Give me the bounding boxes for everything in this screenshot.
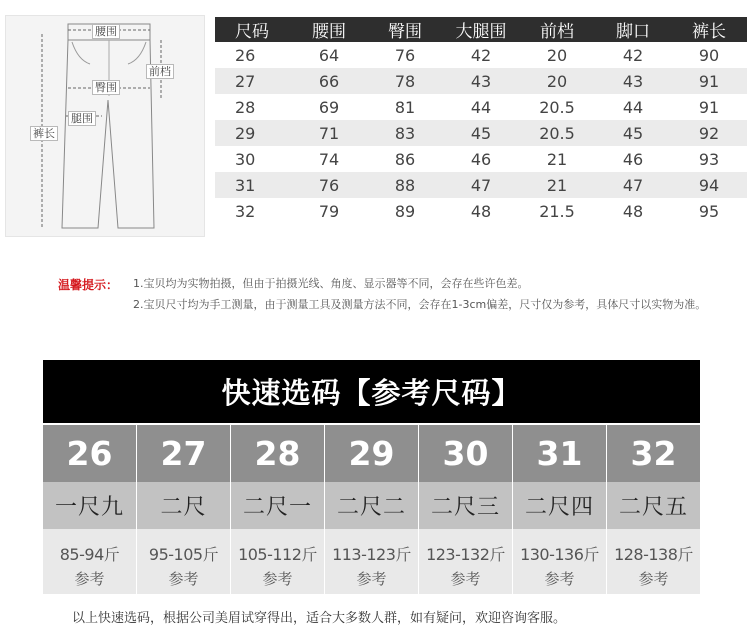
table-cell: 45 (595, 120, 671, 146)
table-cell: 47 (595, 172, 671, 198)
table-cell: 83 (367, 120, 443, 146)
table-cell: 93 (671, 146, 747, 172)
table-row (215, 146, 747, 172)
table-cell: 20 (519, 42, 595, 68)
table-cell: 48 (595, 198, 671, 224)
quick-select-weight-cell (325, 529, 418, 594)
quick-select-title: 快速选码【参考尺码】 (43, 360, 700, 423)
quick-select-chi: 一尺九 (43, 482, 136, 529)
quick-select-column-26 (43, 425, 136, 594)
table-cell: 76 (367, 42, 443, 68)
table-cell: 20 (519, 68, 595, 94)
table-cell: 32 (215, 198, 291, 224)
table-cell: 45 (443, 120, 519, 146)
tips-label: 温馨提示： (58, 278, 119, 292)
quick-select-column-27 (137, 425, 230, 594)
quick-select-size: 30 (419, 425, 512, 482)
table-cell: 94 (671, 172, 747, 198)
table-cell: 43 (443, 68, 519, 94)
table-row (215, 198, 747, 224)
table-cell: 20.5 (519, 120, 595, 146)
quick-select-weight: 113-123斤 (332, 545, 411, 564)
quick-select-weight: 128-138斤 (614, 545, 693, 564)
footer-note: 以上快速选码，根据公司美眉试穿得出，适合大多数人群，如有疑问，欢迎咨询客服。 (72, 611, 567, 626)
quick-select-ref: 参考 (168, 570, 199, 588)
quick-select-ref: 参考 (544, 570, 575, 588)
header-hip: 臀围 (367, 17, 443, 42)
table-cell: 43 (595, 68, 671, 94)
table-cell: 21 (519, 146, 595, 172)
header-front-rise: 前档 (519, 17, 595, 42)
table-cell: 46 (595, 146, 671, 172)
quick-select-chi: 二尺一 (231, 482, 324, 529)
quick-select-weight: 95-105斤 (148, 545, 219, 564)
quick-select-column-32 (607, 425, 700, 594)
quick-select-size: 31 (513, 425, 606, 482)
table-cell: 26 (215, 42, 291, 68)
quick-select-ref: 参考 (450, 570, 481, 588)
quick-select-size: 32 (607, 425, 700, 482)
header-leg-opening: 脚口 (595, 17, 671, 42)
quick-select-weight-cell (231, 529, 324, 594)
quick-select-size: 29 (325, 425, 418, 482)
quick-select-chi: 二尺 (137, 482, 230, 529)
tip-line-1: 1.宝贝均为实物拍摄，但由于拍摄光线、角度、显示器等不同，会存在些许色差。 (133, 277, 529, 290)
table-cell: 86 (367, 146, 443, 172)
size-table-header (215, 17, 747, 42)
quick-select-weight-cell (607, 529, 700, 594)
header-waist: 腰围 (291, 17, 367, 42)
table-cell: 44 (443, 94, 519, 120)
table-cell: 66 (291, 68, 367, 94)
table-cell: 31 (215, 172, 291, 198)
quick-select-weight-cell (419, 529, 512, 594)
table-cell: 64 (291, 42, 367, 68)
diagram-label-length: 裤长 (30, 126, 58, 141)
quick-select-chi: 二尺二 (325, 482, 418, 529)
table-cell: 42 (443, 42, 519, 68)
table-cell: 47 (443, 172, 519, 198)
quick-select-column-28 (231, 425, 324, 594)
table-row (215, 94, 747, 120)
header-size: 尺码 (215, 17, 291, 42)
table-cell: 79 (291, 198, 367, 224)
table-cell: 91 (671, 94, 747, 120)
quick-select-column-31 (513, 425, 606, 594)
quick-select-size: 28 (231, 425, 324, 482)
quick-select-weight-cell (137, 529, 230, 594)
quick-select-weight: 85-94斤 (59, 545, 120, 564)
table-cell: 46 (443, 146, 519, 172)
quick-select-column-30 (419, 425, 512, 594)
quick-select-weight: 105-112斤 (238, 545, 317, 564)
quick-select-column-29 (325, 425, 418, 594)
diagram-label-waist: 腰围 (92, 24, 120, 39)
quick-select-weight-cell (513, 529, 606, 594)
pants-diagram (5, 15, 205, 237)
table-cell: 69 (291, 94, 367, 120)
table-cell: 27 (215, 68, 291, 94)
table-cell: 81 (367, 94, 443, 120)
table-cell: 48 (443, 198, 519, 224)
quick-select-chi: 二尺三 (419, 482, 512, 529)
table-cell: 74 (291, 146, 367, 172)
quick-select-ref: 参考 (356, 570, 387, 588)
table-cell: 95 (671, 198, 747, 224)
table-cell: 76 (291, 172, 367, 198)
quick-select-ref: 参考 (638, 570, 669, 588)
quick-select-chi: 二尺四 (513, 482, 606, 529)
table-cell: 91 (671, 68, 747, 94)
quick-select-weight: 130-136斤 (520, 545, 599, 564)
header-length: 裤长 (671, 17, 747, 42)
table-cell: 71 (291, 120, 367, 146)
table-cell: 28 (215, 94, 291, 120)
table-cell: 90 (671, 42, 747, 68)
table-cell: 29 (215, 120, 291, 146)
diagram-label-front-rise: 前档 (146, 64, 174, 79)
table-cell: 88 (367, 172, 443, 198)
table-cell: 78 (367, 68, 443, 94)
quick-select-size: 27 (137, 425, 230, 482)
table-row (215, 120, 747, 146)
table-cell: 44 (595, 94, 671, 120)
diagram-label-thigh: 腿围 (68, 111, 96, 126)
quick-select-weight-cell (43, 529, 136, 594)
header-thigh: 大腿围 (443, 17, 519, 42)
table-cell: 89 (367, 198, 443, 224)
quick-select-ref: 参考 (74, 570, 105, 588)
diagram-label-hip: 臀围 (92, 80, 120, 95)
table-row (215, 68, 747, 94)
size-table (215, 17, 747, 224)
tip-line-2: 2.宝贝尺寸均为手工测量，由于测量工具及测量方法不同，会存在1-3cm偏差，尺寸仅为参考，具体尺寸以实物为准。 (133, 298, 707, 311)
table-cell: 30 (215, 146, 291, 172)
quick-select-weight: 123-132斤 (426, 545, 505, 564)
table-cell: 21 (519, 172, 595, 198)
quick-select-size: 26 (43, 425, 136, 482)
quick-select-ref: 参考 (262, 570, 293, 588)
table-cell: 21.5 (519, 198, 595, 224)
table-cell: 20.5 (519, 94, 595, 120)
table-cell: 42 (595, 42, 671, 68)
table-row (215, 172, 747, 198)
table-cell: 92 (671, 120, 747, 146)
table-row (215, 42, 747, 68)
quick-select-chi: 二尺五 (607, 482, 700, 529)
